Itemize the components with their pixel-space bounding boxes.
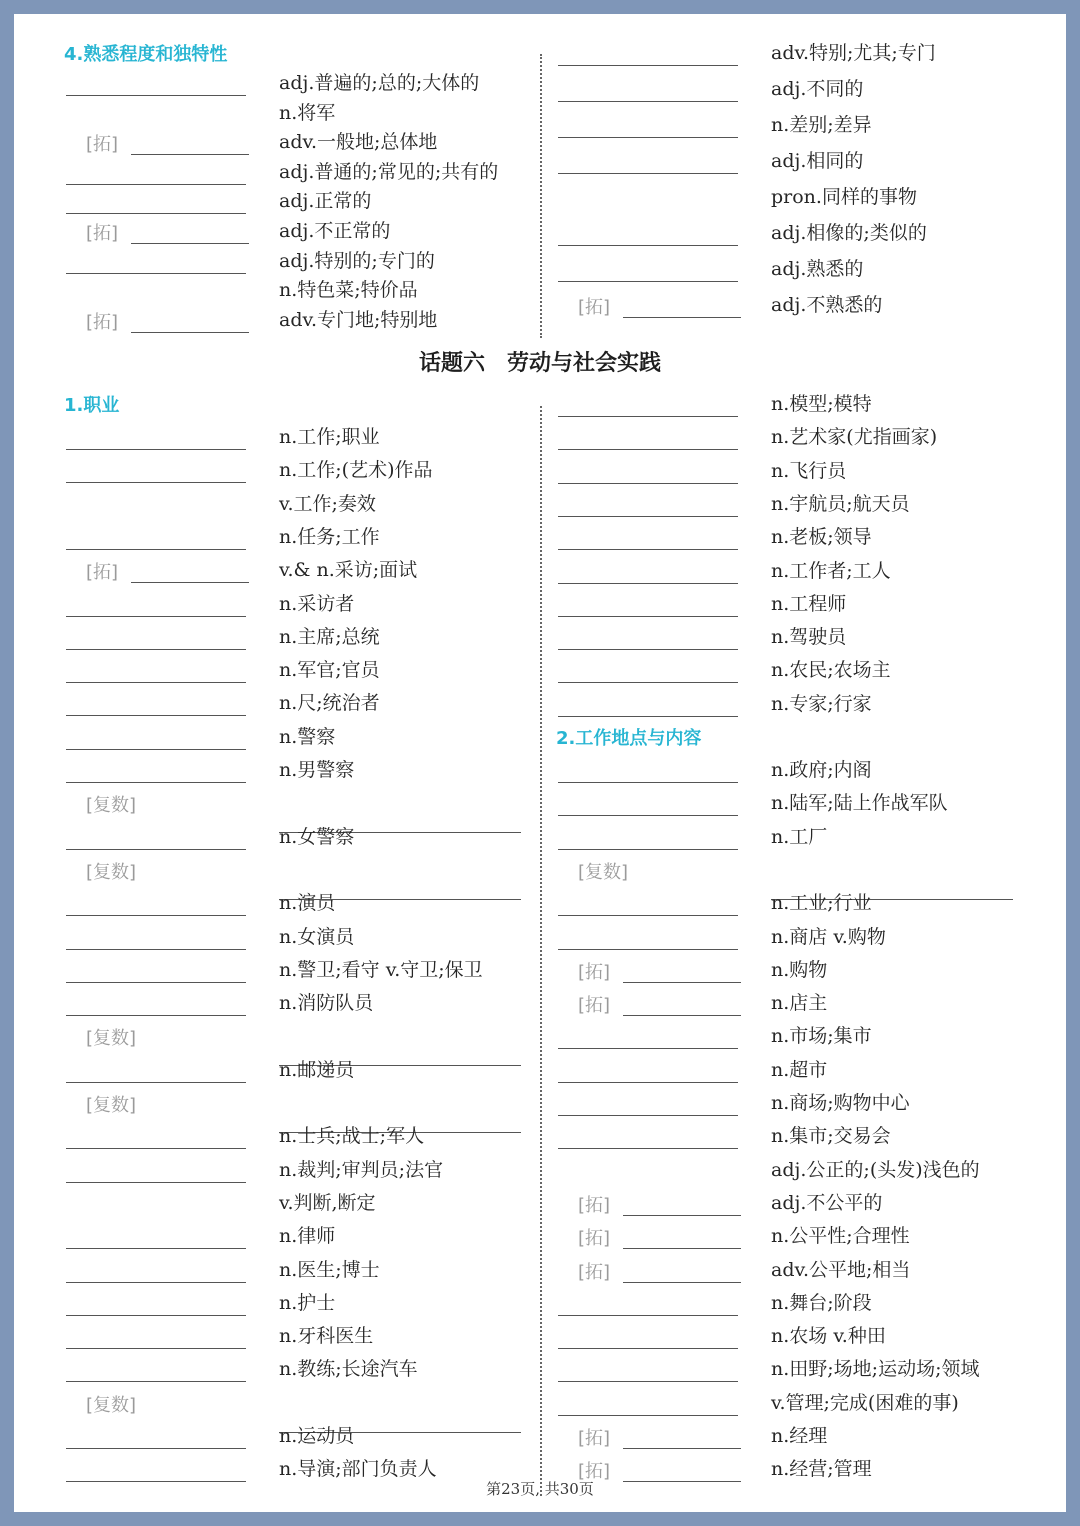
hint-tag: [拓] bbox=[578, 1194, 611, 1216]
definition-text: adj.不正常的 bbox=[279, 220, 391, 242]
vocab-row bbox=[14, 1056, 1066, 1089]
definition-text: n.采访者 bbox=[279, 592, 355, 615]
definition-text: adj.相同的 bbox=[771, 150, 864, 172]
vocab-row bbox=[14, 690, 1066, 723]
definition-text: n.集市;交易会 bbox=[771, 1125, 891, 1148]
definition-text: adv.特别;尤其;专门 bbox=[771, 42, 936, 64]
definition-text: n.超市 bbox=[771, 1058, 828, 1081]
section-heading-workplace: 2.工作地点与内容 bbox=[556, 728, 702, 749]
definition-text: adj.不同的 bbox=[771, 78, 864, 100]
page-footer: 第23页, 共30页 bbox=[486, 1480, 594, 1498]
answer-blank[interactable] bbox=[558, 281, 738, 282]
definition-text: n.商场;购物中心 bbox=[771, 1092, 910, 1114]
answer-blank[interactable] bbox=[558, 245, 738, 246]
hint-tag: [拓] bbox=[578, 961, 611, 983]
vocab-row bbox=[14, 291, 1066, 324]
vocab-row bbox=[14, 923, 1066, 956]
answer-blank[interactable] bbox=[558, 849, 738, 850]
definition-text: n.舞台;阶段 bbox=[771, 1291, 872, 1314]
answer-blank[interactable] bbox=[558, 65, 738, 66]
answer-blank[interactable] bbox=[558, 782, 738, 783]
vocab-row bbox=[14, 111, 1066, 144]
definition-text: n.差别;差异 bbox=[771, 114, 872, 136]
definition-text: n.消防队员 bbox=[279, 992, 374, 1015]
definition-text: adv.一般地;总体地 bbox=[279, 131, 438, 154]
definition-text: n.农场 v.种田 bbox=[771, 1325, 886, 1348]
definition-text: n.护士 bbox=[279, 1291, 336, 1314]
definition-text: adv.专门地;特别地 bbox=[279, 308, 438, 331]
definition-text: n.男警察 bbox=[279, 759, 355, 781]
definition-text: n.特色菜;特价品 bbox=[279, 279, 418, 302]
definition-text: n.陆军;陆上作战军队 bbox=[771, 792, 948, 815]
answer-blank[interactable] bbox=[558, 949, 738, 950]
vocab-row bbox=[14, 823, 1066, 856]
hint-tag: [拓] bbox=[578, 1428, 611, 1449]
hint-tag: [拓] bbox=[578, 1228, 611, 1250]
vocab-row bbox=[14, 457, 1066, 490]
answer-blank[interactable] bbox=[623, 1248, 741, 1249]
vocab-row bbox=[14, 1322, 1066, 1355]
vocab-row bbox=[14, 956, 1066, 989]
vocab-row bbox=[14, 656, 1066, 689]
definition-text: v.& n.采访;面试 bbox=[279, 559, 418, 582]
definition-text: n.牙科医生 bbox=[279, 1325, 374, 1348]
definition-text: adv.公平地;相当 bbox=[771, 1258, 911, 1281]
definition-text: v.判断,断定 bbox=[279, 1191, 376, 1214]
definition-text: n.商店 v.购物 bbox=[771, 925, 886, 948]
answer-blank[interactable] bbox=[558, 549, 738, 550]
hint-tag: [复数] bbox=[578, 861, 629, 883]
definition-text: n.驾驶员 bbox=[771, 626, 847, 649]
definition-text: n.警卫;看守 v.守卫;保卫 bbox=[279, 958, 483, 981]
section-heading-occupations: 1.职业 bbox=[64, 395, 120, 416]
vocab-row bbox=[14, 1022, 1066, 1055]
definition-text: adj.特别的;专门的 bbox=[279, 249, 435, 272]
definition-text: adj.公正的;(头发)浅色的 bbox=[771, 1158, 980, 1181]
answer-blank[interactable] bbox=[558, 1381, 738, 1382]
definition-text: n.尺;统治者 bbox=[279, 692, 380, 715]
worksheet-page bbox=[14, 14, 1066, 1512]
answer-blank[interactable] bbox=[558, 583, 738, 584]
definition-text: n.工作者;工人 bbox=[771, 559, 891, 582]
answer-blank[interactable] bbox=[558, 616, 738, 617]
answer-blank[interactable] bbox=[131, 332, 249, 333]
definition-text: adj.不熟悉的 bbox=[771, 294, 883, 316]
vocab-row bbox=[14, 39, 1066, 72]
answer-blank[interactable] bbox=[558, 716, 738, 717]
answer-blank[interactable] bbox=[558, 137, 738, 138]
definition-text: n.工作;职业 bbox=[279, 426, 380, 448]
answer-blank[interactable] bbox=[558, 649, 738, 650]
vocab-row bbox=[14, 1089, 1066, 1122]
answer-blank[interactable] bbox=[558, 483, 738, 484]
vocab-row bbox=[14, 756, 1066, 789]
answer-blank[interactable] bbox=[558, 1415, 738, 1416]
definition-text: n.农民;农场主 bbox=[771, 659, 891, 682]
vocab-row bbox=[14, 856, 1066, 889]
definition-text: adj.熟悉的 bbox=[771, 258, 864, 280]
answer-blank[interactable] bbox=[558, 1115, 738, 1116]
vocab-row bbox=[14, 1222, 1066, 1255]
definition-text: n.邮递员 bbox=[279, 1058, 355, 1081]
answer-blank[interactable] bbox=[623, 1282, 741, 1283]
answer-blank[interactable] bbox=[623, 1015, 741, 1016]
definition-text: n.经营;管理 bbox=[771, 1458, 872, 1481]
vocab-row bbox=[14, 219, 1066, 252]
answer-blank[interactable] bbox=[558, 682, 738, 683]
answer-blank[interactable] bbox=[558, 1348, 738, 1349]
definition-text: n.军官;官员 bbox=[279, 659, 380, 682]
definition-text: n.演员 bbox=[279, 892, 336, 915]
definition-text: adj.普遍的;总的;大体的 bbox=[279, 72, 480, 94]
definition-text: n.公平性;合理性 bbox=[771, 1225, 910, 1248]
answer-blank[interactable] bbox=[558, 173, 738, 174]
definition-text: n.艺术家(尤指画家) bbox=[771, 426, 938, 449]
answer-blank[interactable] bbox=[623, 1215, 741, 1216]
definition-text: adj.不公平的 bbox=[771, 1191, 883, 1214]
definition-text: v.工作;奏效 bbox=[279, 492, 376, 515]
hint-tag: [复数] bbox=[86, 795, 137, 817]
definition-text: n.店主 bbox=[771, 992, 828, 1015]
hint-tag: [拓] bbox=[86, 311, 119, 333]
definition-text: n.模型;模特 bbox=[771, 393, 872, 415]
vocab-row bbox=[14, 1256, 1066, 1289]
definition-text: adj.普通的;常见的;共有的 bbox=[279, 160, 499, 183]
vocab-row bbox=[14, 523, 1066, 556]
vocab-row bbox=[14, 255, 1066, 288]
definition-text: n.警察 bbox=[279, 725, 336, 748]
answer-blank[interactable] bbox=[558, 449, 738, 450]
definition-text: n.主席;总统 bbox=[279, 625, 380, 648]
vocab-row bbox=[14, 623, 1066, 656]
answer-blank[interactable] bbox=[558, 915, 738, 916]
definition-text: n.宇航员;航天员 bbox=[771, 492, 910, 515]
hint-tag: [拓] bbox=[86, 134, 119, 156]
hint-tag: [拓] bbox=[578, 995, 611, 1017]
vocab-row bbox=[14, 1289, 1066, 1322]
definition-text: n.工程师 bbox=[771, 592, 847, 615]
vocab-row bbox=[14, 490, 1066, 523]
definition-text: n.购物 bbox=[771, 958, 828, 981]
section-heading-familiarity: 4.熟悉程度和独特性 bbox=[64, 44, 228, 65]
hint-tag: [拓] bbox=[86, 223, 119, 244]
definition-text: n.政府;内阁 bbox=[771, 759, 872, 781]
answer-blank[interactable] bbox=[66, 749, 246, 750]
definition-text: n.工业;行业 bbox=[771, 892, 872, 915]
topic-title: 话题六 劳动与社会实践 bbox=[418, 351, 661, 376]
definition-text: n.任务;工作 bbox=[279, 525, 380, 548]
vocab-row bbox=[14, 183, 1066, 216]
hint-tag: [拓] bbox=[578, 1261, 611, 1283]
answer-blank[interactable] bbox=[623, 317, 741, 318]
definition-text: n.运动员 bbox=[279, 1425, 355, 1447]
answer-blank[interactable] bbox=[558, 1315, 738, 1316]
hint-tag: [拓] bbox=[578, 1461, 611, 1483]
definition-text: n.工作;(艺术)作品 bbox=[279, 459, 433, 482]
vocab-row bbox=[14, 423, 1066, 456]
answer-blank[interactable] bbox=[558, 1148, 738, 1149]
answer-blank[interactable] bbox=[558, 1082, 738, 1083]
definition-text: n.工厂 bbox=[771, 825, 828, 848]
vocab-row bbox=[14, 1189, 1066, 1222]
definition-text: n.律师 bbox=[279, 1225, 336, 1248]
definition-text: n.士兵;战士;军人 bbox=[279, 1125, 425, 1148]
vocab-row bbox=[14, 590, 1066, 623]
hint-tag: [拓] bbox=[86, 562, 119, 584]
vocab-row bbox=[14, 723, 1066, 756]
answer-blank[interactable] bbox=[558, 416, 738, 417]
definition-text: n.导演;部门负责人 bbox=[279, 1458, 437, 1481]
definition-text: v.管理;完成(困难的事) bbox=[771, 1391, 959, 1414]
definition-text: n.女警察 bbox=[279, 825, 355, 848]
hint-tag: [复数] bbox=[86, 1394, 137, 1416]
definition-text: n.将军 bbox=[279, 101, 336, 124]
hint-tag: [拓] bbox=[578, 297, 611, 318]
vocab-row bbox=[14, 75, 1066, 108]
definition-text: n.裁判;审判员;法官 bbox=[279, 1158, 444, 1181]
definition-text: adj.相像的;类似的 bbox=[771, 222, 927, 244]
definition-text: n.教练;长途汽车 bbox=[279, 1358, 418, 1381]
vocab-row bbox=[14, 1422, 1066, 1455]
definition-text: n.专家;行家 bbox=[771, 692, 872, 715]
definition-text: adj.正常的 bbox=[279, 190, 372, 213]
vocab-row bbox=[14, 1389, 1066, 1422]
answer-blank[interactable] bbox=[558, 516, 738, 517]
hint-tag: [复数] bbox=[86, 1028, 137, 1050]
vocab-row bbox=[14, 557, 1066, 590]
vocab-row bbox=[14, 1355, 1066, 1388]
vocab-row bbox=[14, 390, 1066, 423]
vocab-row bbox=[14, 889, 1066, 922]
definition-text: n.老板;领导 bbox=[771, 526, 872, 549]
definition-text: n.医生;博士 bbox=[279, 1258, 380, 1281]
hint-tag: [复数] bbox=[86, 861, 137, 883]
answer-blank[interactable] bbox=[558, 1048, 738, 1049]
definition-text: n.女演员 bbox=[279, 925, 355, 948]
definition-text: n.市场;集市 bbox=[771, 1025, 872, 1048]
vocab-row bbox=[14, 989, 1066, 1022]
answer-blank[interactable] bbox=[558, 101, 738, 102]
definition-text: n.田野;场地;运动场;领域 bbox=[771, 1358, 980, 1381]
answer-blank[interactable] bbox=[558, 815, 738, 816]
answer-blank[interactable] bbox=[623, 1448, 741, 1449]
vocab-row bbox=[14, 1156, 1066, 1189]
answer-blank[interactable] bbox=[623, 982, 741, 983]
hint-tag: [复数] bbox=[86, 1095, 137, 1116]
vocab-row bbox=[14, 789, 1066, 822]
vocab-row bbox=[14, 1122, 1066, 1155]
definition-text: pron.同样的事物 bbox=[771, 186, 917, 208]
definition-text: n.飞行员 bbox=[771, 459, 847, 482]
definition-text: n.经理 bbox=[771, 1425, 828, 1447]
vocab-row bbox=[14, 147, 1066, 180]
